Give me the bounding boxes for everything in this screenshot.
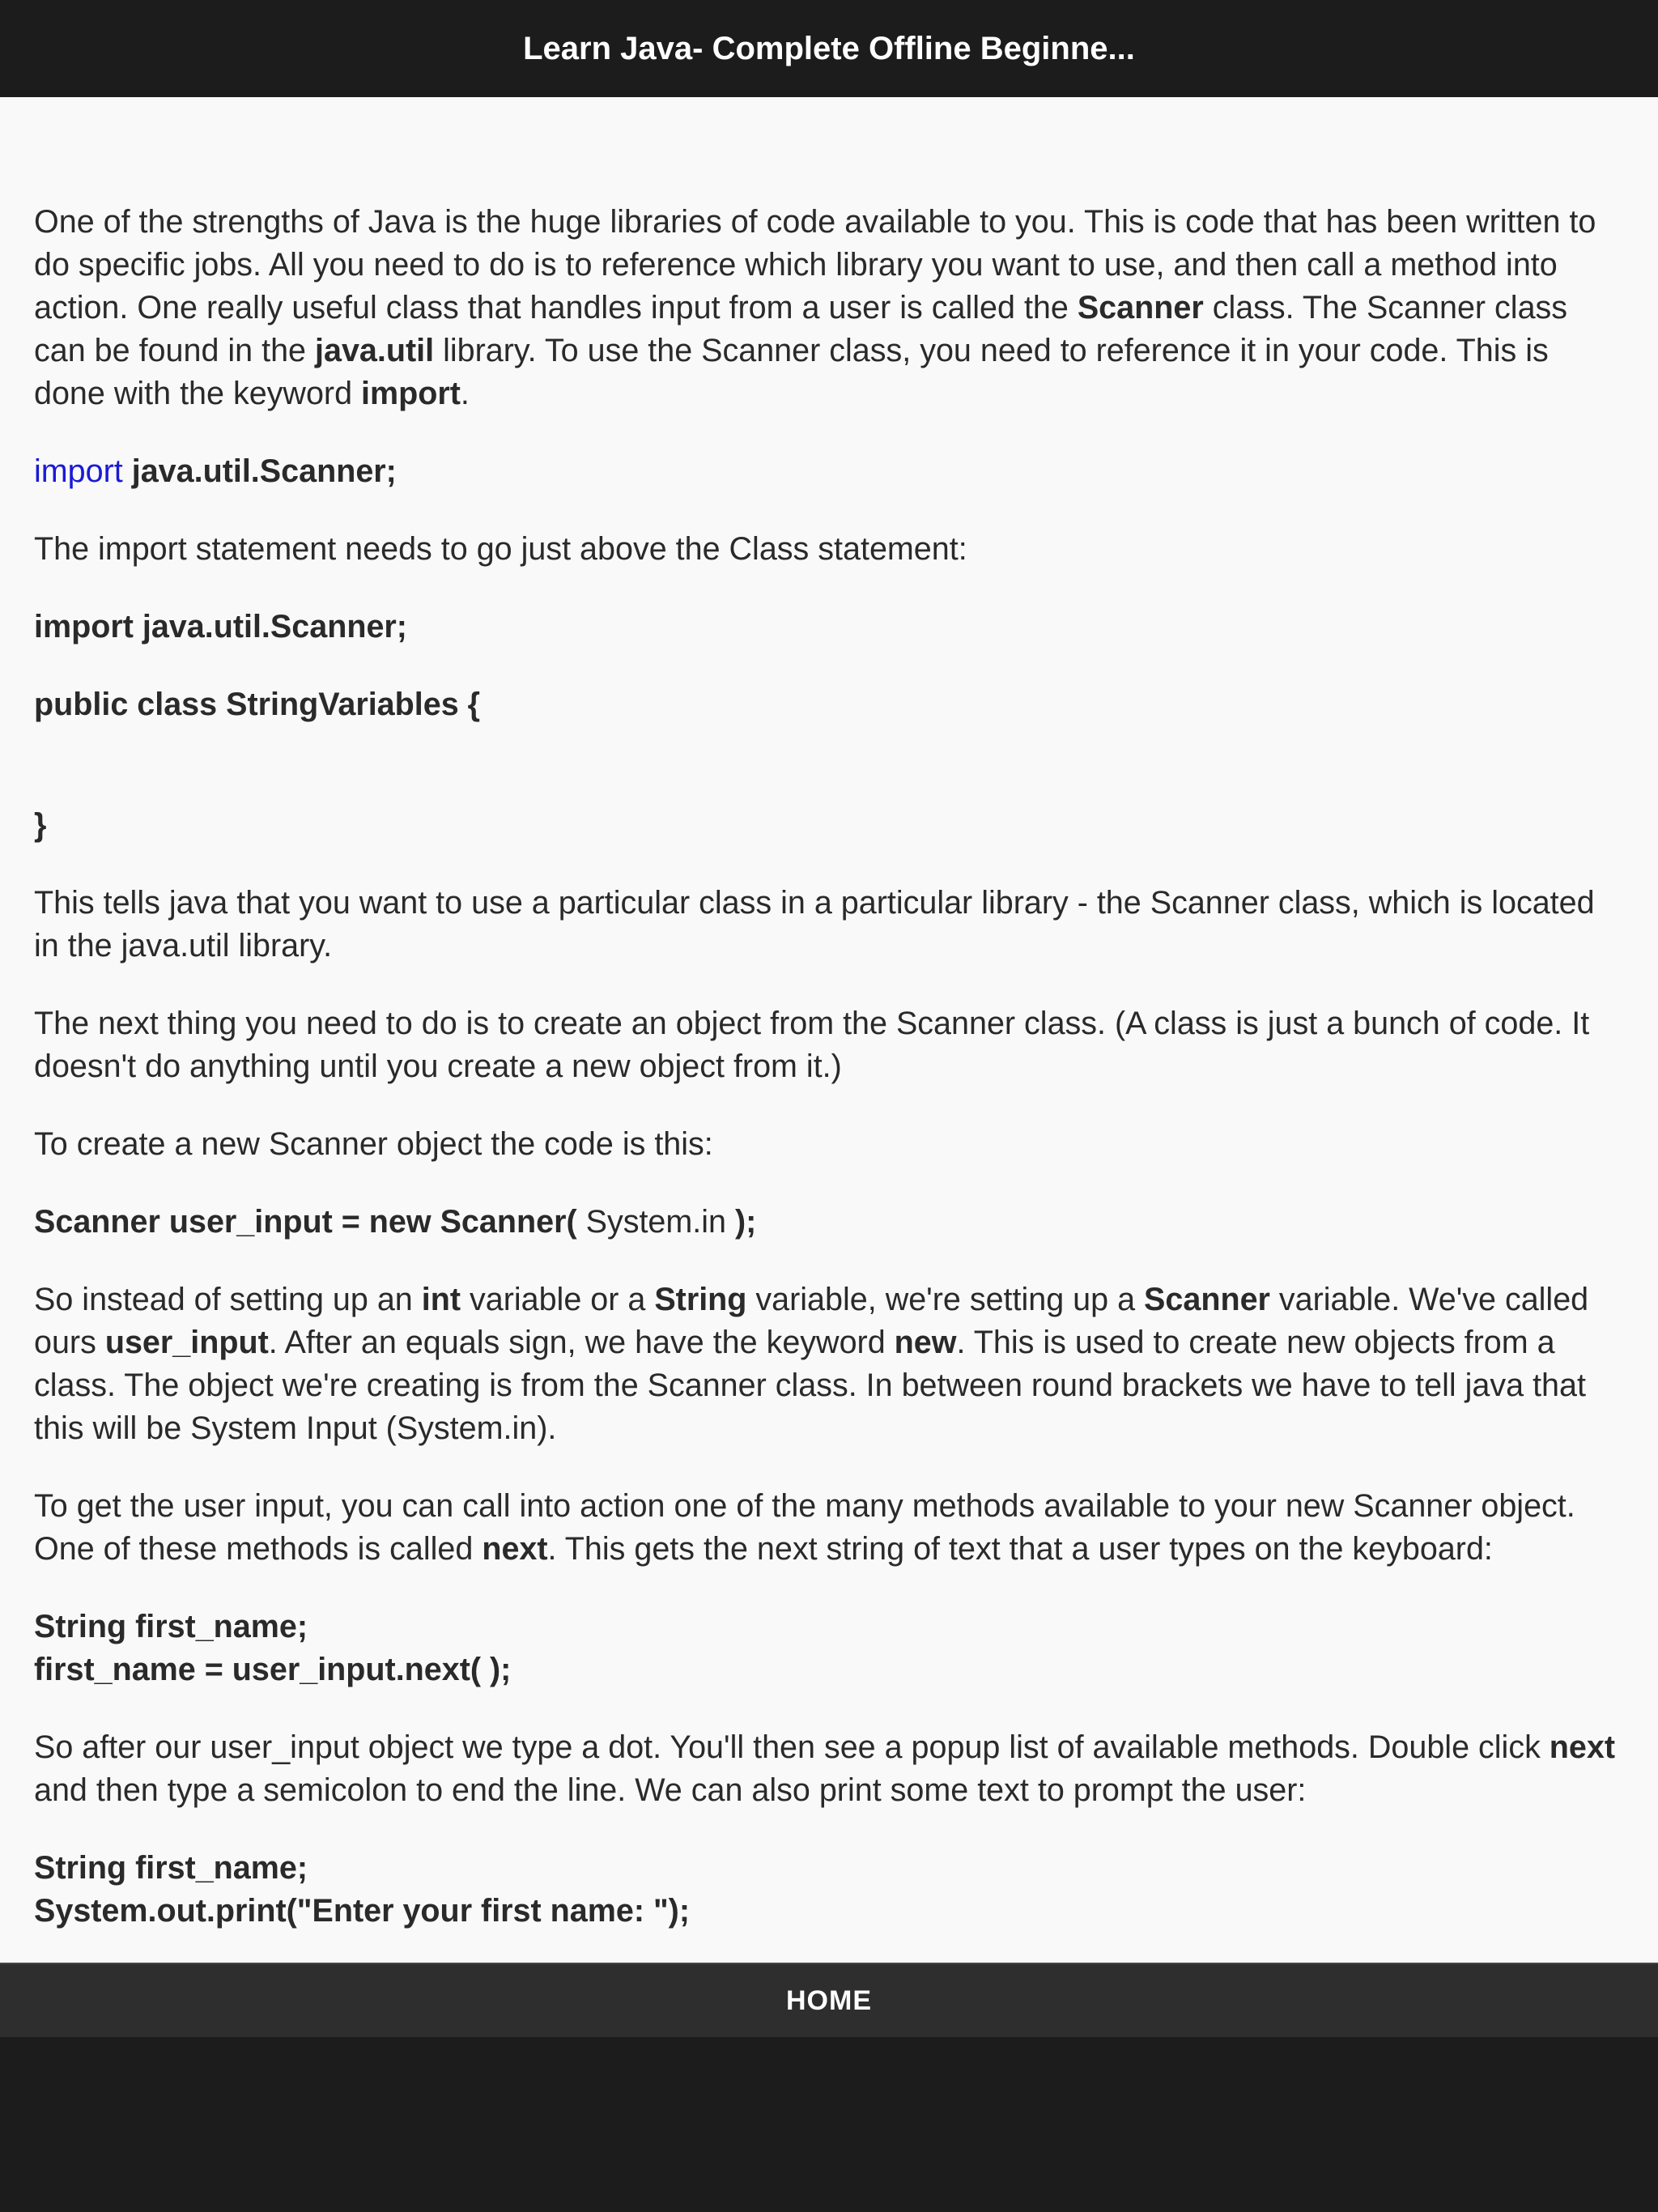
- text-run: class. The Scanner class can be found in the: [34, 290, 1568, 368]
- text-bold: user_input: [104, 1325, 269, 1360]
- text-bold: String: [654, 1282, 747, 1317]
- text-bold: next: [1549, 1729, 1616, 1765]
- bottom-empty-area: [0, 2037, 1658, 2212]
- text-bold: java.util: [315, 333, 435, 368]
- text-run: To get the user input, you can call into action one of the many methods available to your new Scanner object. One of these methods is called: [34, 1488, 1575, 1567]
- text-bold: import: [361, 376, 461, 411]
- code-blank-line: [34, 761, 1624, 804]
- code-text: }: [34, 807, 47, 843]
- code-line: String first_name;: [34, 1850, 308, 1886]
- code-class-open: [34, 683, 1624, 726]
- text-run: and then type a semicolon to end the line. We can also print some text to prompt the user:: [34, 1772, 1307, 1808]
- code-text: );: [734, 1204, 757, 1240]
- code-text: System.in: [576, 1204, 735, 1240]
- code-line: String first_name;: [34, 1609, 308, 1644]
- code-import-bold: [34, 606, 1624, 649]
- page-title: Learn Java- Complete Offline Beginne...: [523, 30, 1135, 66]
- paragraph-scanner-variable: [34, 1278, 1624, 1450]
- text-bold: int: [421, 1282, 461, 1317]
- text-run: library. To use the Scanner class, you need to reference it in your code. This is done with the keyword: [34, 333, 1549, 411]
- text-bold: new: [894, 1325, 957, 1360]
- code-text: public class StringVariables {: [34, 687, 481, 722]
- text-run: variable, we're setting up a: [746, 1282, 1145, 1317]
- paragraph-explanation: This tells java that you want to use a particular class in a particular library - the Scanner class, which is located in the java.util library.: [34, 885, 1595, 963]
- bottom-nav-bar: [0, 1963, 1658, 2037]
- paragraph-popup: [34, 1726, 1624, 1812]
- text-bold: Scanner: [1077, 290, 1204, 325]
- code-text: Scanner user_input = new Scanner(: [34, 1204, 577, 1240]
- code-text: java.util.Scanner;: [122, 453, 397, 489]
- text-run: . This is used to create new objects from a class. The object we're creating is from the Scanner class. In between round brackets we have to tell java that this will be System Input (System.in).: [34, 1325, 1586, 1446]
- text-run: variable or a: [461, 1282, 655, 1317]
- code-print-prompt: [34, 1847, 1624, 1933]
- text-run: . This gets the next string of text that a user types on the keyboard:: [547, 1531, 1493, 1567]
- paragraph-create-scanner: To create a new Scanner object the code is this:: [34, 1126, 713, 1162]
- code-import: [34, 450, 1624, 493]
- code-next-method: [34, 1606, 1624, 1691]
- text-run: .: [460, 376, 470, 411]
- keyword-import: import: [34, 453, 123, 489]
- text-bold: next: [482, 1531, 548, 1567]
- code-line: System.out.print("Enter your first name: ");: [34, 1893, 690, 1929]
- article-content[interactable]: [0, 97, 1658, 1963]
- code-class-close: [34, 804, 1624, 847]
- title-bar: [0, 0, 1658, 97]
- paragraph-intro: [34, 201, 1624, 415]
- code-text: import java.util.Scanner;: [34, 609, 407, 644]
- paragraph-user-input: [34, 1485, 1624, 1571]
- text-run: So after our user_input object we type a dot. You'll then see a popup list of available methods. Double click: [34, 1729, 1550, 1765]
- text-bold: Scanner: [1144, 1282, 1270, 1317]
- code-line: first_name = user_input.next( );: [34, 1652, 512, 1687]
- home-button[interactable]: HOME: [781, 1984, 877, 2018]
- text-run: One of the strengths of Java is the huge libraries of code available to you. This is code that has been written to do specific jobs. All you need to do is to reference which library you want to use, and then call a method into action. One really useful class that handles input from a user is called the: [34, 204, 1596, 325]
- paragraph-import-placement: The import statement needs to go just above the Class statement:: [34, 531, 967, 567]
- code-scanner-declaration: [34, 1201, 1624, 1244]
- paragraph-create-object: The next thing you need to do is to create an object from the Scanner class. (A class is just a bunch of code. It doesn't do anything until you create a new object from it.): [34, 1006, 1590, 1084]
- text-run: So instead of setting up an: [34, 1282, 422, 1317]
- text-run: variable. We've called ours: [34, 1282, 1589, 1360]
- text-run: . After an equals sign, we have the keyword: [268, 1325, 895, 1360]
